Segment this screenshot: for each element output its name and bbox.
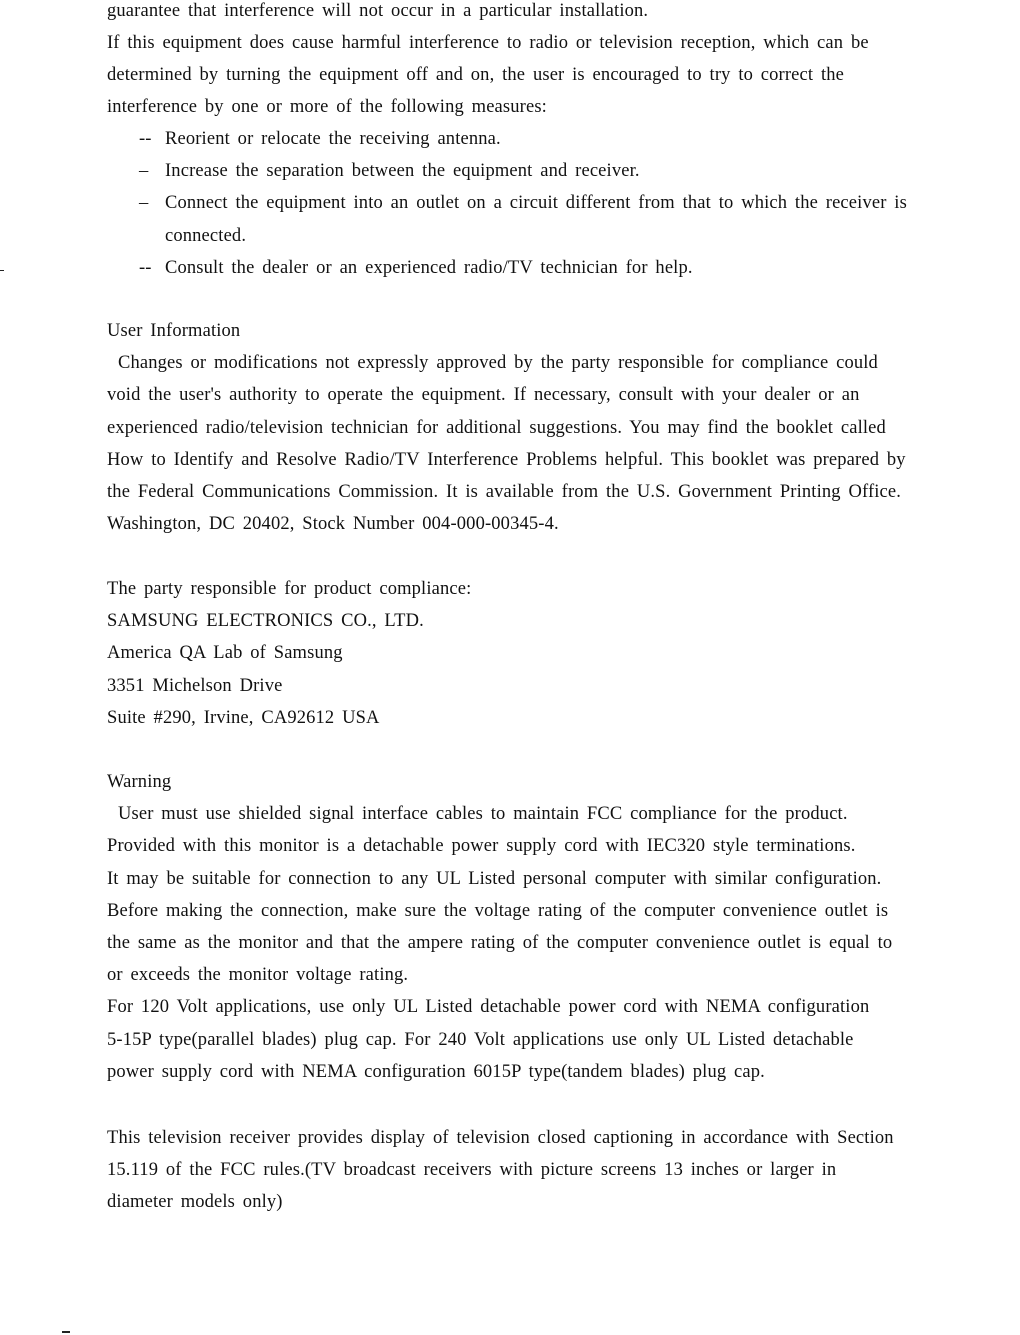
paragraph-line: It may be suitable for connection to any UL Listed personal computer with similar configuration. (107, 868, 882, 889)
interference-line: determined by turning the equipment off and on, the user is encouraged to try to correct the (107, 65, 845, 86)
responsible-party-section (107, 573, 1019, 734)
paragraph-line: the same as the monitor and that the ampere rating of the computer convenience outlet is equal to (107, 933, 893, 954)
user-information-section (107, 315, 1019, 540)
section-heading: Warning (107, 772, 172, 792)
paragraph-line: the Federal Communications Commission. It is available from the U.S. Government Printing Office. (107, 482, 902, 503)
scan-mark (0, 270, 4, 271)
measure-text: Increase the separation between the equipment and receiver. (165, 161, 640, 182)
bullet-marker: – (139, 161, 149, 182)
measure-text: Consult the dealer or an experienced radio/TV technician for help. (165, 257, 693, 278)
section-heading: User Information (107, 321, 241, 341)
paragraph-line: This television receiver provides display of television closed captioning in accordance with Section (107, 1128, 894, 1148)
list-item (139, 123, 1019, 155)
paragraph-line: Before making the connection, make sure the voltage rating of the computer convenience outlet is (107, 900, 889, 921)
top-line: guarantee that interference will not occur in a particular installation. (107, 1, 649, 21)
interference-line: interference by one or more of the following measures: (107, 97, 547, 118)
company-name: SAMSUNG ELECTRONICS CO., LTD. (107, 611, 424, 632)
interference-intro (107, 27, 1019, 124)
paragraph-line: Washington, DC 20402, Stock Number 004-000-00345-4. (107, 514, 559, 535)
paragraph-line: 15.119 of the FCC rules.(TV broadcast receivers with picture screens 13 inches or larger in (107, 1160, 837, 1181)
paragraph-line: experienced radio/television technician for additional suggestions. You may find the booklet called (107, 417, 886, 438)
measure-text: Reorient or relocate the receiving antenna. (165, 129, 501, 149)
measure-text: connected. (165, 225, 247, 246)
warning-section (107, 766, 1019, 1088)
measure-text: Connect the equipment into an outlet on a circuit different from that to which the receiver is (165, 193, 907, 214)
paragraph-line: Provided with this monitor is a detachable power supply cord with IEC320 style terminations. (107, 836, 856, 857)
street-address: 3351 Michelson Drive (107, 675, 283, 696)
bullet-marker: -- (139, 129, 152, 149)
paragraph-line: 5-15P type(parallel blades) plug cap. For 240 Volt applications use only UL Listed detachable (107, 1029, 854, 1050)
bullet-marker: -- (139, 257, 152, 278)
paragraph-line: How to Identify and Resolve Radio/TV Interference Problems helpful. This booklet was prepared by (107, 449, 906, 470)
list-item (139, 187, 1019, 251)
paragraph-line: void the user's authority to operate the equipment. If necessary, consult with your dealer or an (107, 385, 860, 406)
suite-address: Suite #290, Irvine, CA92612 USA (107, 707, 380, 728)
paragraph-line: or exceeds the monitor voltage rating. (107, 965, 409, 986)
list-item (139, 155, 1019, 187)
measures-list (139, 123, 1019, 284)
list-item (139, 252, 1019, 284)
bullet-marker: – (139, 193, 149, 214)
top-continuation (107, 0, 1019, 27)
scan-mark (62, 1331, 70, 1333)
interference-line: If this equipment does cause harmful interference to radio or television reception, which can be (107, 33, 869, 53)
closed-captioning-section (107, 1122, 1019, 1219)
paragraph-line: For 120 Volt applications, use only UL Listed detachable power cord with NEMA configuration (107, 997, 870, 1018)
paragraph-line: diameter models only) (107, 1192, 283, 1213)
responsible-party-label: The party responsible for product compliance: (107, 579, 472, 599)
paragraph-line: power supply cord with NEMA configuration 6015P type(tandem blades) plug cap. (107, 1061, 765, 1082)
paragraph-line: Changes or modifications not expressly approved by the party responsible for compliance could (118, 353, 878, 374)
paragraph-line: User must use shielded signal interface cables to maintain FCC compliance for the product. (118, 804, 848, 825)
lab-name: America QA Lab of Samsung (107, 643, 343, 664)
